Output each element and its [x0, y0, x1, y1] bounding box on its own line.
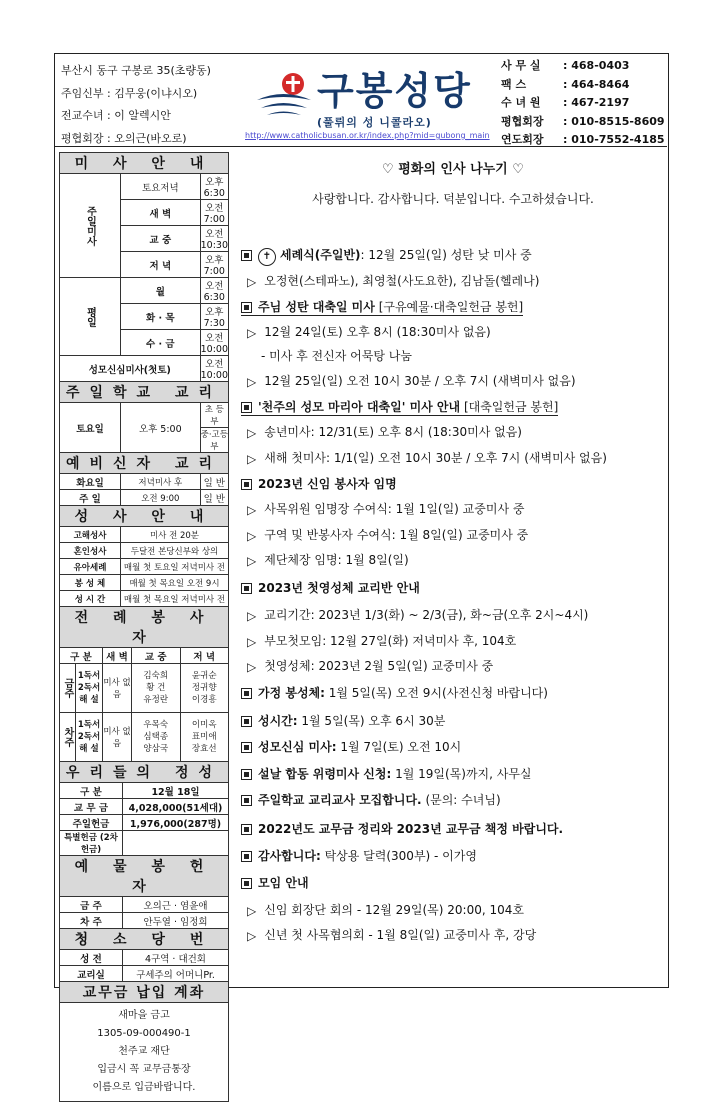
- notice-heading-detail: (문의: 수녀님): [421, 793, 501, 807]
- mass-time: 오전 10:00: [200, 330, 228, 356]
- catechumen-group: 일 반: [200, 474, 228, 490]
- cleaning-place: 성 전: [60, 950, 123, 966]
- square-bullet-icon: [241, 402, 252, 413]
- contact-number: : 468-0403: [563, 59, 630, 72]
- mass-day: 저 녁: [121, 252, 201, 278]
- servers-table: [59, 607, 229, 762]
- servers-this-week-label: 금주: [60, 664, 76, 713]
- contact-row: [501, 131, 665, 150]
- bank-name: 새마을 금고: [118, 1010, 170, 1021]
- servers-dawn: 미사 없음: [103, 664, 132, 713]
- offerings-table: [59, 762, 229, 1003]
- notice-detail: [245, 373, 576, 390]
- servers-header: 저 녁: [180, 648, 229, 664]
- contact-label: 수 녀 원: [501, 96, 541, 109]
- servers-dawn: 미사 없음: [103, 713, 132, 762]
- notice-detail: [245, 450, 607, 467]
- contact-row: [501, 76, 665, 95]
- council-chairman: 평협회장 : 오의근(바오로): [61, 131, 187, 145]
- notice-detail-text: 송년미사: 12/31(토) 오후 8시 (18:30미사 없음): [264, 425, 522, 439]
- parish-info: [61, 60, 211, 150]
- square-bullet-icon: [241, 302, 252, 313]
- notice-heading-text: 성시간:: [258, 714, 298, 728]
- cleaning-team: 4구역 · 대건회: [123, 950, 229, 966]
- sacrament-info: 매월 첫 토요일 저녁미사 전: [121, 559, 229, 575]
- sunday-mass-label: 주일미사: [60, 174, 121, 278]
- contact-label: 평협회장: [501, 114, 544, 128]
- account-holder: 천주교 재단: [118, 1046, 170, 1057]
- notice-heading-detail: 1월 7일(토) 오전 10시: [336, 740, 462, 754]
- mass-time: 오후 6:30: [200, 174, 228, 200]
- notice-heading: [241, 848, 477, 864]
- servers-title: 전 례 봉 사 자: [60, 607, 229, 648]
- weekday-mass-label: 평일: [60, 278, 121, 356]
- contact-label: 팩 스: [501, 77, 527, 91]
- notice-detail: [245, 527, 528, 544]
- catechumen-time: 저녁미사 후: [121, 474, 201, 490]
- offering-amount: [123, 831, 229, 856]
- cleaning-place: 교리실: [60, 966, 123, 982]
- cleaning-title: 청 소 당 번: [60, 929, 229, 950]
- cross-icon: ✝: [258, 248, 276, 266]
- triangle-bullet-icon: ▷: [247, 928, 257, 943]
- donation-note: 이름으로 입금바랍니다.: [92, 1082, 196, 1093]
- offering-date: 12월 18일: [123, 783, 229, 799]
- contact-label: 연도회장: [501, 133, 544, 146]
- triangle-bullet-icon: ▷: [247, 553, 257, 568]
- notice-detail-text: 신년 첫 사목협의회 - 1월 8일(일) 교중미사 후, 강당: [264, 928, 537, 942]
- notice-heading-detail: 1월 5일(목) 오전 9시(사전신청 바랍니다): [324, 686, 548, 700]
- mass-time: 오전 7:00: [200, 200, 228, 226]
- mass-day: 화 · 목: [121, 304, 201, 330]
- sacrament-name: 성 시 간: [60, 591, 121, 607]
- notice-detail-text: 부모첫모임: 12월 27일(화) 저녁미사 후, 104호: [264, 634, 517, 648]
- notice-detail: [245, 424, 522, 441]
- notice-heading: [241, 739, 461, 755]
- notice-heading-text: 2023년 신임 봉사자 임명: [258, 477, 397, 491]
- notice-detail-text: 교리기간: 2023년 1/3(화) ~ 2/3(금), 화~금(오후 2시~4시): [264, 608, 589, 622]
- triangle-bullet-icon: ▷: [247, 528, 257, 543]
- catechumen-day: 화요일: [60, 474, 121, 490]
- offering-kind: 주일헌금: [60, 815, 123, 831]
- triangle-bullet-icon: ▷: [247, 608, 257, 623]
- sacrament-name: 혼인성사: [60, 543, 121, 559]
- notice-detail: [245, 324, 491, 341]
- offering-header: 구 분: [60, 783, 123, 799]
- pastor: 주임신부 : 김무웅(이냐시오): [61, 86, 198, 100]
- greeting-line: 사랑합니다. 감사합니다. 덕분입니다. 수고하셨습니다.: [312, 192, 594, 206]
- notice-heading-text: 감사합니다:: [258, 849, 321, 863]
- contact-number: : 010-8515-8609: [563, 114, 665, 128]
- mass-day: 수 · 금: [121, 330, 201, 356]
- notice-heading-text: 가정 봉성체:: [258, 686, 325, 700]
- contact-number: : 010-7552-4185: [563, 133, 665, 146]
- flower-donors: 안두열 · 임정희: [123, 913, 229, 929]
- flower-donors: 오의근 · 염윤애: [123, 897, 229, 913]
- servers-evening: 윤귀순 정귀향 이경흥: [180, 664, 229, 713]
- notice-heading-text: 세례식(주일반): [280, 248, 361, 262]
- bulletin-page: [54, 53, 669, 1093]
- sacrament-name: 봉 성 체: [60, 575, 121, 591]
- offering-amount: 1,976,000(287명): [123, 815, 229, 831]
- parish-name: 구봉성당: [317, 69, 472, 113]
- parish-url-link[interactable]: http://www.catholicbusan.or.kr/index.php?mid=gubong_main: [245, 131, 490, 140]
- mass-day: 교 중: [121, 226, 201, 252]
- notice-detail-text: 오정현(스테파노), 최영철(사도요한), 김남돌(헬레나): [264, 274, 540, 288]
- notice-heading: [241, 766, 532, 782]
- square-bullet-icon: [241, 878, 252, 889]
- mass-schedule-table: [59, 152, 229, 607]
- notice-heading: [241, 247, 532, 266]
- donation-title: 교무금 납입 계좌: [60, 982, 229, 1003]
- mass-time: 오후 7:00: [200, 252, 228, 278]
- sacrament-info: 매월 첫 목요일 오전 9시: [121, 575, 229, 591]
- notice-detail-text: 제단체장 임명: 1월 8일(일): [264, 553, 409, 567]
- bulletin-header: [55, 54, 667, 147]
- sunday-school-time: 오후 5:00: [121, 403, 201, 453]
- notices-column: [241, 154, 665, 943]
- square-bullet-icon: [241, 583, 252, 594]
- servers-evening: 이미옥 표미애 장효선: [180, 713, 229, 762]
- offering-amount: 4,028,000(51세대): [123, 799, 229, 815]
- donation-account: [59, 1003, 229, 1102]
- mass-title: 미 사 안 내: [60, 153, 229, 174]
- sacrament-info: 미사 전 20분: [121, 527, 229, 543]
- notice-heading: [241, 299, 523, 316]
- notice-detail-text: 구역 및 반봉사자 수여식: 1월 8일(일) 교중미사 중: [264, 528, 529, 542]
- notice-heading-detail: : 12월 25일(일) 성탄 낮 미사 중: [360, 248, 532, 262]
- notice-detail-text: 신임 회장단 회의 - 12월 29일(목) 20:00, 104호: [264, 903, 524, 917]
- notice-heading-text: 2022년도 교무금 정리와 2023년 교무금 책정 바랍니다.: [258, 822, 564, 836]
- triangle-bullet-icon: ▷: [247, 451, 257, 466]
- notice-heading: [241, 792, 501, 808]
- servers-roles: 1독서 2독서 해 설: [76, 664, 103, 713]
- offering-kind: 교 무 금: [60, 799, 123, 815]
- mass-time: 오전 6:30: [200, 278, 228, 304]
- square-bullet-icon: [241, 716, 252, 727]
- triangle-bullet-icon: ▷: [247, 374, 257, 389]
- sacrament-name: 고해성사: [60, 527, 121, 543]
- notice-detail-text: - 미사 후 전신자 어묵탕 나눔: [261, 349, 412, 363]
- marian-mass-time: 오전 10:00: [200, 356, 228, 382]
- notice-heading-text: 2023년 첫영성체 교리반 안내: [258, 581, 420, 595]
- triangle-bullet-icon: ▷: [247, 634, 257, 649]
- notice-heading-text: 성모신심 미사:: [258, 740, 337, 754]
- donation-note: 입금시 꼭 교무금통장: [97, 1064, 191, 1075]
- servers-main: 김숙희 황 건 유정란: [132, 664, 181, 713]
- evangelist-sister: 전교수녀 : 이 알렉시안: [61, 109, 171, 122]
- sunday-school-day: 토요일: [60, 403, 121, 453]
- triangle-bullet-icon: ▷: [247, 502, 257, 517]
- notice-heading: [241, 685, 548, 701]
- square-bullet-icon: [241, 742, 252, 753]
- notices-title: ♡ 평화의 인사 나누기 ♡: [382, 162, 524, 177]
- address: 부산시 동구 구봉로 35(초량동): [61, 64, 211, 77]
- notice-heading: [241, 476, 397, 492]
- servers-roles: 1독서 2독서 해 설: [76, 713, 103, 762]
- mass-day: 월: [121, 278, 201, 304]
- catechumen-time: 오전 9:00: [121, 490, 201, 506]
- notice-detail: [245, 273, 539, 290]
- notice-heading-detail: 1월 5일(목) 오후 6시 30분: [297, 714, 446, 728]
- contact-row: [501, 113, 665, 132]
- notice-heading: [241, 875, 309, 891]
- servers-main: 우목숙 심택종 양삼국: [132, 713, 181, 762]
- notice-heading-text: 주일학교 교리교사 모집합니다.: [258, 793, 422, 807]
- notice-heading-detail: [대축일헌금 봉헌]: [460, 400, 559, 414]
- left-column: [59, 152, 229, 1102]
- notice-heading-detail: 1월 19일(목)까지, 사무실: [391, 767, 532, 781]
- square-bullet-icon: [241, 479, 252, 490]
- servers-header: 교 중: [132, 648, 181, 664]
- notice-heading-text: '천주의 성모 마리아 대축일' 미사 안내: [258, 400, 461, 414]
- square-bullet-icon: [241, 824, 252, 835]
- notice-heading: [241, 399, 558, 416]
- parish-logo-icon: [255, 70, 313, 118]
- servers-header: 구 분: [60, 648, 103, 664]
- square-bullet-icon: [241, 250, 252, 261]
- sacraments-title: 성 사 안 내: [60, 506, 229, 527]
- mass-day: 새 벽: [121, 200, 201, 226]
- flower-week: 차 주: [60, 913, 123, 929]
- notice-detail: [245, 607, 588, 624]
- marian-mass-day: 성모신심미사(첫토): [60, 356, 201, 382]
- cleaning-team: 구세주의 어머니Pr.: [123, 966, 229, 982]
- triangle-bullet-icon: ▷: [247, 903, 257, 918]
- contact-row: [501, 57, 665, 76]
- catechumen-day: 주 일: [60, 490, 121, 506]
- notice-heading-detail: [구유예물·대축일헌금 봉헌]: [374, 300, 524, 314]
- notice-detail-text: 새해 첫미사: 1/1(일) 오전 10시 30분 / 오후 7시 (새벽미사 없음): [264, 451, 607, 465]
- servers-header: 새 벽: [103, 648, 132, 664]
- square-bullet-icon: [241, 851, 252, 862]
- square-bullet-icon: [241, 688, 252, 699]
- triangle-bullet-icon: ▷: [247, 274, 257, 289]
- sacrament-info: 매월 첫 목요일 저녁미사 전: [121, 591, 229, 607]
- notice-detail-text: 사목위원 임명장 수여식: 1월 1일(일) 교중미사 중: [264, 502, 525, 516]
- square-bullet-icon: [241, 795, 252, 806]
- servers-next-week-label: 차주: [60, 713, 76, 762]
- sacrament-name: 유아세례: [60, 559, 121, 575]
- notice-heading-detail: 탁상용 달력(300부) - 이가영: [320, 849, 477, 863]
- mass-time: 오후 7:30: [200, 304, 228, 330]
- triangle-bullet-icon: ▷: [247, 425, 257, 440]
- sunday-school-title: 주일학교 교리: [60, 382, 229, 403]
- notice-heading: [241, 821, 563, 837]
- sacrament-info: 두달전 본당신부와 상의: [121, 543, 229, 559]
- notice-heading: [241, 713, 445, 729]
- sunday-school-group: 중·고등부: [200, 428, 228, 453]
- sunday-school-group: 초 등 부: [200, 403, 228, 428]
- contact-label: 사 무 실: [501, 59, 541, 72]
- contact-number: : 464-8464: [563, 77, 630, 91]
- notice-heading: [241, 580, 420, 596]
- notice-heading-text: 모임 안내: [258, 876, 309, 890]
- contact-number: : 467-2197: [563, 96, 630, 109]
- notice-detail: [261, 348, 412, 364]
- square-bullet-icon: [241, 769, 252, 780]
- notice-detail: [245, 902, 524, 919]
- notice-detail: [245, 501, 524, 518]
- flower-week: 금 주: [60, 897, 123, 913]
- offerings-title: 우리들의 정성: [60, 762, 229, 783]
- notice-detail-text: 12월 24일(토) 오후 8시 (18:30미사 없음): [264, 325, 491, 339]
- catechumen-group: 일 반: [200, 490, 228, 506]
- notice-heading-text: 주님 성탄 대축일 미사: [258, 300, 375, 314]
- flowers-title: 예 물 봉 헌 자: [60, 856, 229, 897]
- notice-detail: [245, 927, 536, 944]
- notice-heading-text: 설날 합동 위령미사 신청:: [258, 767, 392, 781]
- notice-detail-text: 첫영성체: 2023년 2월 5일(일) 교중미사 중: [264, 659, 494, 673]
- notice-detail: [245, 552, 409, 569]
- mass-day: 토요저녁: [121, 174, 201, 200]
- contact-row: [501, 94, 665, 113]
- mass-time: 오전 10:30: [200, 226, 228, 252]
- notice-detail: [245, 633, 516, 650]
- patron-saint: (풀뤼의 성 니콜라오): [317, 116, 432, 129]
- triangle-bullet-icon: ▷: [247, 325, 257, 340]
- account-number: 1305-09-000490-1: [97, 1028, 191, 1039]
- triangle-bullet-icon: ▷: [247, 659, 257, 674]
- catechumen-title: 예비신자 교리: [60, 453, 229, 474]
- contacts: [501, 57, 665, 150]
- notice-detail: [245, 658, 493, 675]
- notice-detail-text: 12월 25일(일) 오전 10시 30분 / 오후 7시 (새벽미사 없음): [264, 374, 576, 388]
- offering-kind: 특별헌금 (2차헌금): [60, 831, 123, 856]
